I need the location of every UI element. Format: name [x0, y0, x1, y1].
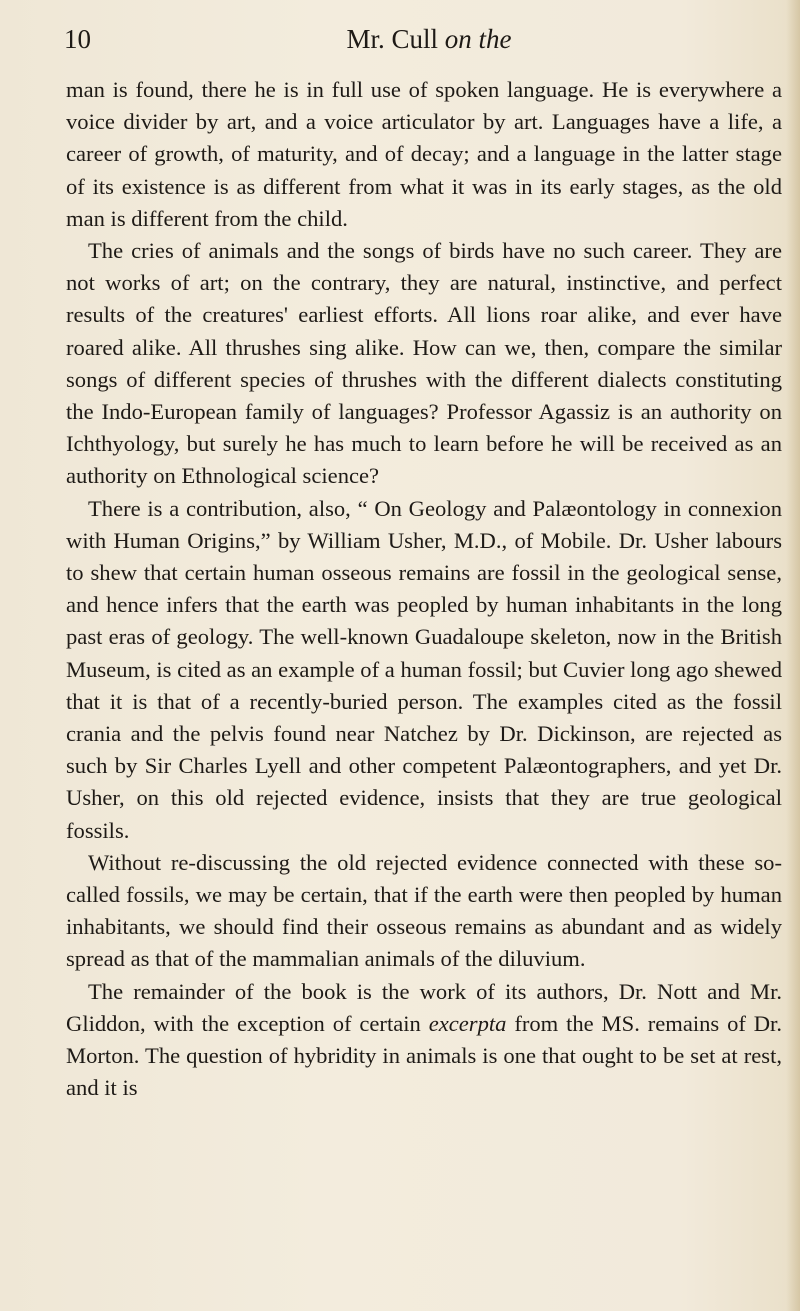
page-edge-shadow — [786, 0, 800, 1311]
paragraph-4: Without re-discussing the old rejected evidence connected with these so-called fossils, we may be certain, that if the earth were then peopled by human inhabitants, we should find their osseous remains as abundant and as widely spread as that of the mammalian animals of the diluvium. — [66, 849, 782, 972]
paragraph-5-text-b: from the MS. remains of Dr. Morton. The question of hybridity in animals is one that ought to be set at rest, and it is — [66, 1010, 782, 1101]
running-head-text: Mr. Cull — [346, 24, 445, 54]
running-head — [66, 22, 782, 56]
page-number: 10 — [64, 24, 91, 54]
paragraph-2: The cries of animals and the songs of birds have no such career. They are not works of art; on the contrary, they are natural, instinctive, and perfect results of the creatures' earliest efforts. All lions roar alike, and ever have roared alike. All thrushes sing alike. How can we, then, compare the similar songs of different species of thrushes with the different dialects constituting the Indo-European family of languages? Professor Agassiz is an authority on Ichthyology, but surely he has much to learn before he will be received as an authority on Ethnological science? — [66, 238, 782, 489]
paragraph-5-italic: excerpta — [428, 1010, 507, 1036]
page-header — [66, 22, 782, 62]
paragraph-1: man is found, there he is in full use of spoken language. He is everywhere a voice divider by art, and a voice articulator by art. Languages have a life, a career of growth, of maturity, and of decay; and a language in the latter stage of its existence is as different from what it was in its early stages, as the old man is different from the child. — [66, 77, 782, 231]
body-text — [66, 74, 782, 1105]
paragraph-5 — [66, 976, 782, 1105]
running-head-italic: on the — [444, 24, 512, 54]
paragraph-5-text-a: The remainder of the book is the work of its authors, Dr. Nott and Mr. Gliddon, with the exception of certain — [66, 978, 782, 1036]
paragraph-3: There is a contribution, also, “ On Geology and Palæontology in connexion with Human Origins,” by William Usher, M.D., of Mobile. Dr. Usher labours to shew that certain human osseous remains are fossil in the geological sense, and hence infers that the earth was peopled by human inhabitants in the long past eras of geology. The well-known Guadaloupe skeleton, now in the British Museum, is cited as an example of a human fossil; but Cuvier long ago shewed that it is that of a recently-buried person. The examples cited as the fossil crania and the pelvis found near Natchez by Dr. Dickinson, are rejected as such by Sir Charles Lyell and other competent Palæontographers, and yet Dr. Usher, on this old rejected evidence, insists that they are true geological fossils. — [66, 495, 782, 843]
